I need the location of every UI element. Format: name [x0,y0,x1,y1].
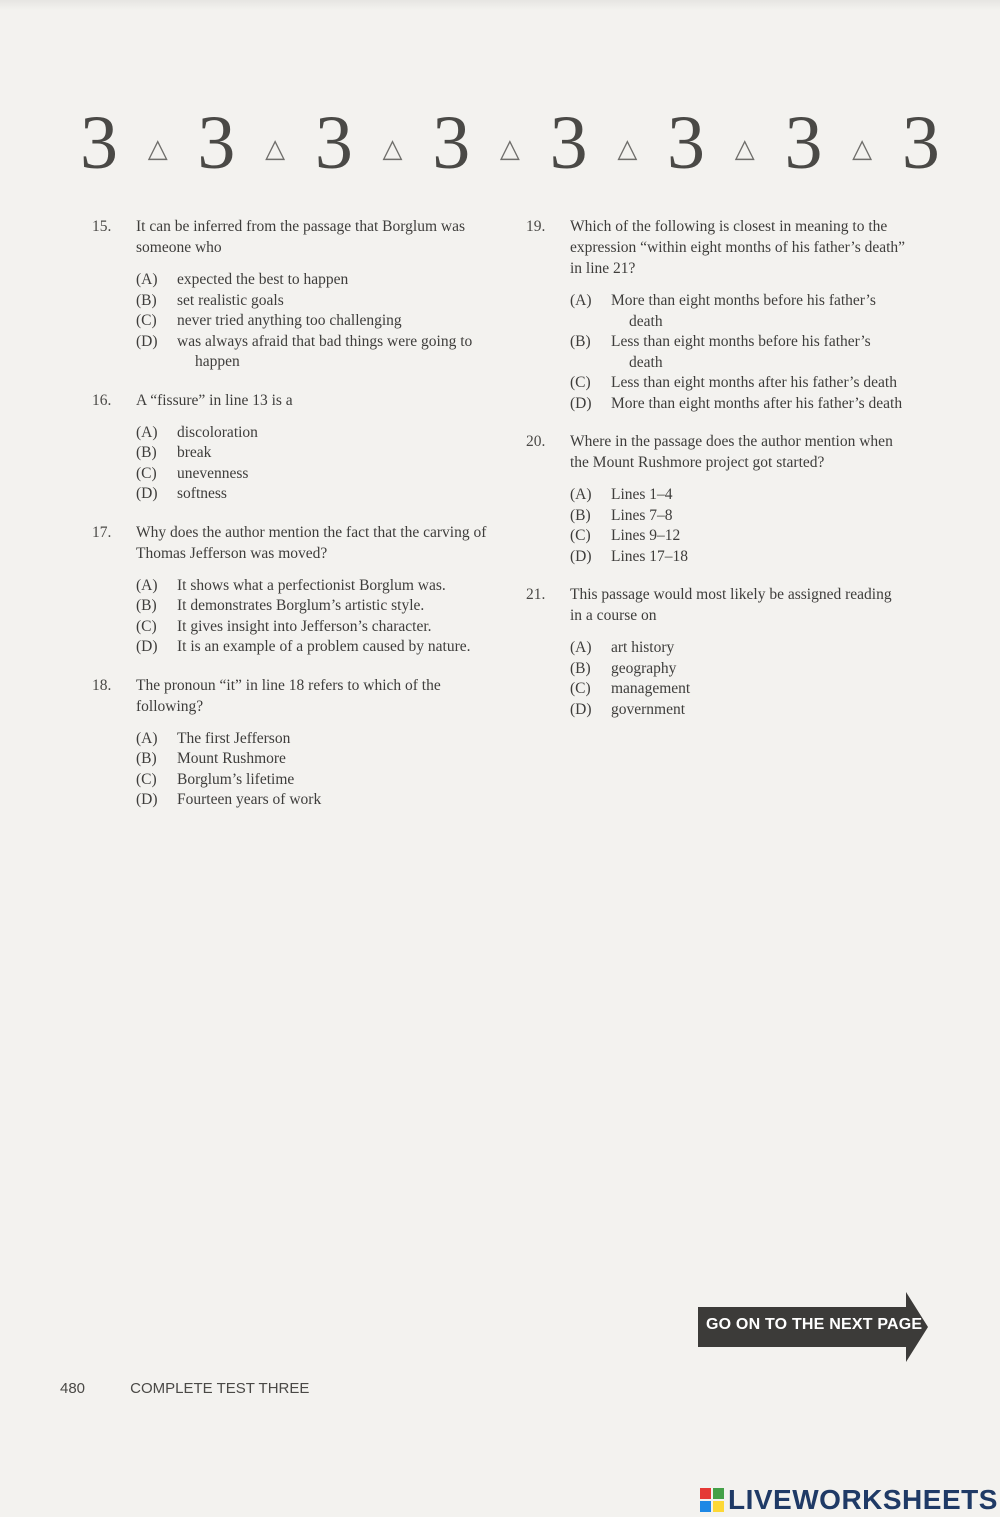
triangle-icon: △ [499,134,520,164]
question-text: Where in the passage does the author mention when the Mount Rushmore project got started? [570,433,893,471]
triangle-icon: △ [852,134,873,164]
option-text: Lines 1–4 [611,486,673,503]
option-letter: (A) [136,423,158,441]
option-text: Borglum’s lifetime [177,770,295,788]
option-text: never tried anything too challenging [177,312,402,329]
option-letter: (D) [136,485,158,502]
page-number: 480 [60,1380,86,1397]
answer-option[interactable] [570,332,906,373]
option-text: was always afraid that bad things were going to happen [177,332,473,370]
answer-option[interactable] [136,637,502,658]
question-number: 20. [526,433,546,450]
option-text: unevenness [177,464,249,482]
section-number: 3 [80,101,118,185]
answer-option[interactable] [136,770,502,791]
section-header-band [80,98,940,188]
answer-options [136,423,502,505]
option-letter: (A) [570,486,592,503]
question-item [92,216,502,373]
answer-option[interactable] [570,679,906,700]
option-letter: (B) [136,597,157,614]
question-stem [526,584,906,626]
question-text: Which of the following is closest in meaning to the expression “within eight months of his father’s death” in line 21? [570,218,906,277]
logo-grid-icon [700,1488,724,1512]
answer-option[interactable] [136,423,502,444]
logo-text: LIVEWORKSHEETS [728,1484,998,1515]
question-stem [92,522,502,564]
answer-option[interactable] [570,291,906,332]
answer-option[interactable] [570,373,906,394]
option-letter: (B) [570,659,591,677]
answer-option[interactable] [136,576,502,597]
question-item [526,584,906,720]
option-letter: (A) [136,271,158,288]
answer-option[interactable] [136,464,502,485]
option-text: It is an example of a problem caused by nature. [177,638,471,655]
answer-option[interactable] [570,506,906,527]
answer-option[interactable] [136,749,502,770]
question-stem [92,216,502,258]
option-text: Less than eight months after his father’s death [611,374,897,391]
option-letter: (C) [570,527,591,544]
option-text: break [177,444,212,461]
next-page-label: GO ON TO THE NEXT PAGE [706,1316,923,1333]
option-letter: (B) [570,506,591,524]
option-text: expected the best to happen [177,271,349,288]
option-letter: (B) [136,291,157,309]
option-text: Lines 17–18 [611,547,689,565]
question-text: The pronoun “it” in line 18 refers to which of the following? [136,676,441,715]
option-text: Lines 9–12 [611,527,681,544]
option-text: discoloration [177,423,258,441]
section-number: 3 [667,101,706,185]
option-text: Mount Rushmore [177,750,286,767]
option-letter: (D) [136,332,158,350]
option-letter: (D) [570,394,592,412]
section-number: 3 [784,101,823,185]
answer-option[interactable] [136,790,502,811]
test-title: COMPLETE TEST THREE [130,1380,310,1397]
option-text: It demonstrates Borglum’s artistic style. [177,597,425,614]
question-item [92,390,502,505]
option-letter: (D) [570,700,592,718]
answer-option[interactable] [570,700,906,721]
option-letter: (A) [570,292,592,309]
answer-option[interactable] [136,311,502,332]
question-text: Why does the author mention the fact that the carving of Thomas Jefferson was moved? [136,523,487,562]
question-number: 17. [92,523,112,541]
question-stem [526,431,906,473]
answer-option[interactable] [136,332,502,373]
answer-option[interactable] [570,485,906,506]
option-text: art history [611,639,675,656]
triangle-icon: △ [734,134,755,164]
triangle-icon: △ [265,134,286,164]
option-letter: (C) [570,374,591,391]
logo-square-green [713,1488,724,1499]
question-stem [92,675,502,717]
questions-column-right [526,216,906,737]
answer-options [136,729,502,811]
option-letter: (C) [136,770,157,788]
option-letter: (A) [136,729,158,747]
answer-option[interactable] [570,638,906,659]
section-number: 3 [901,101,940,185]
option-text: The first Jefferson [177,729,291,747]
logo-square-yellow [713,1501,724,1512]
option-text: Less than eight months before his father’s death [611,333,871,371]
section-number: 3 [432,101,471,185]
triangle-icon: △ [382,134,403,164]
option-letter: (A) [136,576,158,594]
answer-option[interactable] [136,617,502,638]
option-text: set realistic goals [177,291,284,309]
option-text: management [611,680,691,697]
option-text: More than eight months before his father’s death [611,292,876,330]
option-letter: (D) [570,547,592,565]
question-item [92,675,502,811]
option-letter: (C) [136,617,157,635]
question-item [92,522,502,658]
question-stem [526,216,906,279]
option-letter: (B) [570,333,591,350]
answer-option[interactable] [136,443,502,464]
option-letter: (C) [136,312,157,329]
option-text: government [611,700,686,718]
question-item [526,431,906,567]
answer-option[interactable] [570,394,906,415]
option-letter: (D) [136,791,158,808]
answer-options [570,291,906,414]
question-number: 19. [526,218,546,235]
answer-option[interactable] [136,291,502,312]
option-text: It shows what a perfectionist Borglum was. [177,576,446,594]
section-number: 3 [549,101,588,185]
logo-square-blue [700,1501,711,1512]
question-number: 21. [526,586,546,603]
option-text: More than eight months after his father’s death [611,394,903,412]
section-number: 3 [197,101,236,185]
questions-column-left [92,216,502,828]
liveworksheets-logo[interactable] [700,1484,998,1516]
answer-options [570,638,906,720]
triangle-icon: △ [617,134,638,164]
option-letter: (D) [136,638,158,655]
question-number: 16. [92,391,112,409]
option-text: Lines 7–8 [611,506,673,524]
option-text: geography [611,659,677,677]
option-letter: (C) [136,464,157,482]
option-letter: (B) [136,750,157,767]
answer-option[interactable] [136,270,502,291]
next-page-button[interactable] [698,1292,928,1362]
question-number: 18. [92,676,112,694]
logo-square-red [700,1488,711,1499]
page-edge [0,0,1000,10]
triangle-icon: △ [147,134,168,164]
answer-options [570,485,906,567]
section-number: 3 [314,101,353,185]
answer-options [136,270,502,373]
question-stem [92,390,502,411]
option-text: softness [177,485,227,502]
answer-option[interactable] [570,526,906,547]
page-footer [60,1380,309,1397]
answer-options [136,576,502,658]
answer-option[interactable] [570,547,906,568]
option-letter: (B) [136,444,157,461]
question-text: It can be inferred from the passage that Borglum was someone who [136,218,465,256]
option-letter: (C) [570,680,591,697]
answer-option[interactable] [136,729,502,750]
option-letter: (A) [570,639,592,656]
answer-option[interactable] [136,596,502,617]
question-text: This passage would most likely be assigned reading in a course on [570,586,892,624]
question-item [526,216,906,414]
answer-option[interactable] [570,659,906,680]
option-text: Fourteen years of work [177,791,322,808]
option-text: It gives insight into Jefferson’s character. [177,617,432,635]
question-text: A “fissure” in line 13 is a [136,391,293,409]
answer-option[interactable] [136,484,502,505]
question-number: 15. [92,218,112,235]
